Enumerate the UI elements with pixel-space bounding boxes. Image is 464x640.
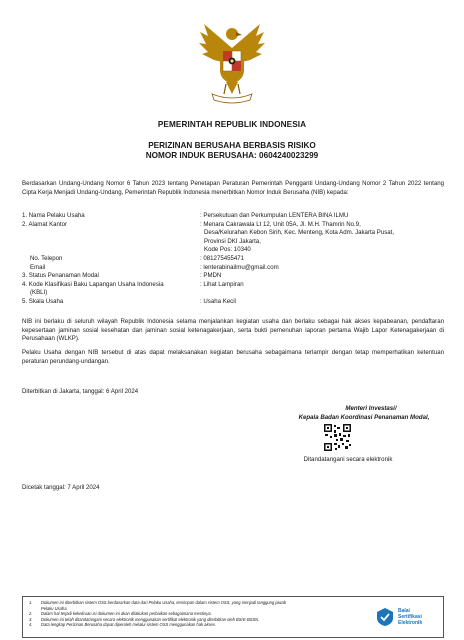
- address-line: Kode Pos: 10340: [204, 246, 251, 254]
- field-value: : lenterabinailmu@gmail.com: [200, 263, 279, 271]
- validity-paragraph: NIB ini berlaku di seluruh wilayah Republik Indonesia selama menjalankan kegiatan usaha dan berlaku sebagai hak akses kepabeanan, pendaftaran kepesertaan jaminan sosial kesehatan dan jaminan sosial ketenagakerjaan, serta bukti pemenuhan laporan pertama Wajib Lapor Ketenagakerjaan di Perusahaan (WLKP).: [22, 318, 444, 343]
- field-office-address: [22, 221, 444, 255]
- address-line: : Menara Cakrawala Lt 12, Unit 05A, Jl. M.H. Thamrin No.9,: [200, 220, 361, 228]
- footer-notes-box: [22, 596, 444, 638]
- footer-note: 2. Dalam hal terjadi kekeliruan isi dokumen ini akan dilakukan perbaikan sebagaimana mestinya.: [29, 611, 212, 617]
- address-line: Provinsi DKI Jakarta,: [204, 237, 261, 245]
- field-label: Email: [30, 263, 46, 271]
- nib-number: NOMOR INDUK BERUSAHA: 0604240023299: [145, 151, 319, 160]
- field-label: 2. Alamat Kantor: [22, 220, 68, 228]
- signature-block: [286, 405, 456, 463]
- issued-date: Diterbitkan di Jakarta, tanggal: 6 April 2024: [22, 388, 139, 395]
- field-label: 4. Kode Klasifikasi Baku Lapangan Usaha Indonesia: [22, 280, 164, 288]
- field-capital-status: [22, 272, 444, 281]
- field-value: : 081275455471: [200, 254, 245, 262]
- government-title: PEMERINTAH REPUBLIK INDONESIA: [157, 120, 307, 129]
- permit-title: PERIZINAN BERUSAHA BERBASIS RISIKO: [148, 141, 316, 150]
- footer-notes-list: [29, 600, 379, 628]
- address-line: Desa/Kelurahan Kebon Sirih, Kec. Menteng, Kota Adm. Jakarta Pusat,: [204, 229, 395, 237]
- business-details: [22, 212, 444, 307]
- bsre-shield-icon: [375, 607, 395, 627]
- signer-title: Menteri Investasi/: [345, 405, 397, 412]
- field-label: 1. Nama Pelaku Usaha: [22, 212, 85, 219]
- field-value: [200, 221, 444, 255]
- field-value: : Persekutuan dan Perkumpulan LENTERA BINA ILMU: [200, 212, 349, 219]
- field-phone: [22, 255, 444, 264]
- field-value: : Usaha Kecil: [200, 297, 236, 305]
- field-value: : Lihat Lampiran: [200, 280, 244, 288]
- activity-paragraph: Pelaku Usaha dengan NIB tersebut di atas dapat melaksanakan kegiatan berusaha sebagaimana terlampir dengan tetap memperhatikan ketentuan peraturan perundang-undangan.: [22, 349, 444, 365]
- field-label: 5. Skala Usaha: [22, 297, 64, 305]
- field-email: [22, 264, 444, 273]
- field-kbli-cont: [22, 289, 444, 298]
- footer-note: 4. Data lengkap Perizinan Berusaha dapat diperoleh melalui sistem OSS menggunakan hak akses.: [29, 622, 216, 628]
- field-label: No. Telepon: [30, 254, 63, 262]
- bsre-logo: [375, 605, 437, 631]
- printed-date: Dicetak tanggal: 7 April 2024: [22, 484, 100, 491]
- garuda-emblem-icon: [196, 18, 268, 106]
- signer-subtitle: Kepala Badan Koordinasi Penanaman Modal,: [298, 413, 430, 421]
- qr-code-icon: [324, 424, 351, 451]
- intro-paragraph: Berdasarkan Undang-Undang Nomor 6 Tahun 2023 tentang Penetapan Peraturan Pemerintah Pengganti Undang-Undang Nomor 2 Tahun 2022 tentang Cipta Kerja Menjadi Undang-Undang, Pemerintah Republik Indonesia menerbitkan Nomor Induk Berusaha (NIB) kepada:: [22, 180, 444, 196]
- e-signed-note: Ditandatangani secara elektronik: [303, 456, 393, 463]
- footer-note: 1. Dokumen ini diterbitkan sistem OSS berdasarkan data dari Pelaku Usaha, tersimpan dalam sistem OSS, yang menjadi tanggung jawab: [29, 600, 287, 605]
- field-label: 3. Status Penanaman Modal: [22, 272, 99, 280]
- field-kbli: [22, 281, 444, 290]
- field-business-scale: [22, 298, 444, 307]
- bsre-label: Balai Sertifikasi Elektronik: [398, 608, 423, 626]
- footer-note: Pelaku Usaha.: [41, 605, 68, 611]
- field-label: (KBLI): [30, 289, 48, 297]
- field-business-name: [22, 212, 444, 221]
- field-value: : PMDN: [200, 272, 222, 280]
- footer-note: 3. Dokumen ini telah ditandatangani secara elektronik menggunakan sertifikat elektronik yang diterbitkan oleh BSrE-BSSN.: [29, 616, 260, 622]
